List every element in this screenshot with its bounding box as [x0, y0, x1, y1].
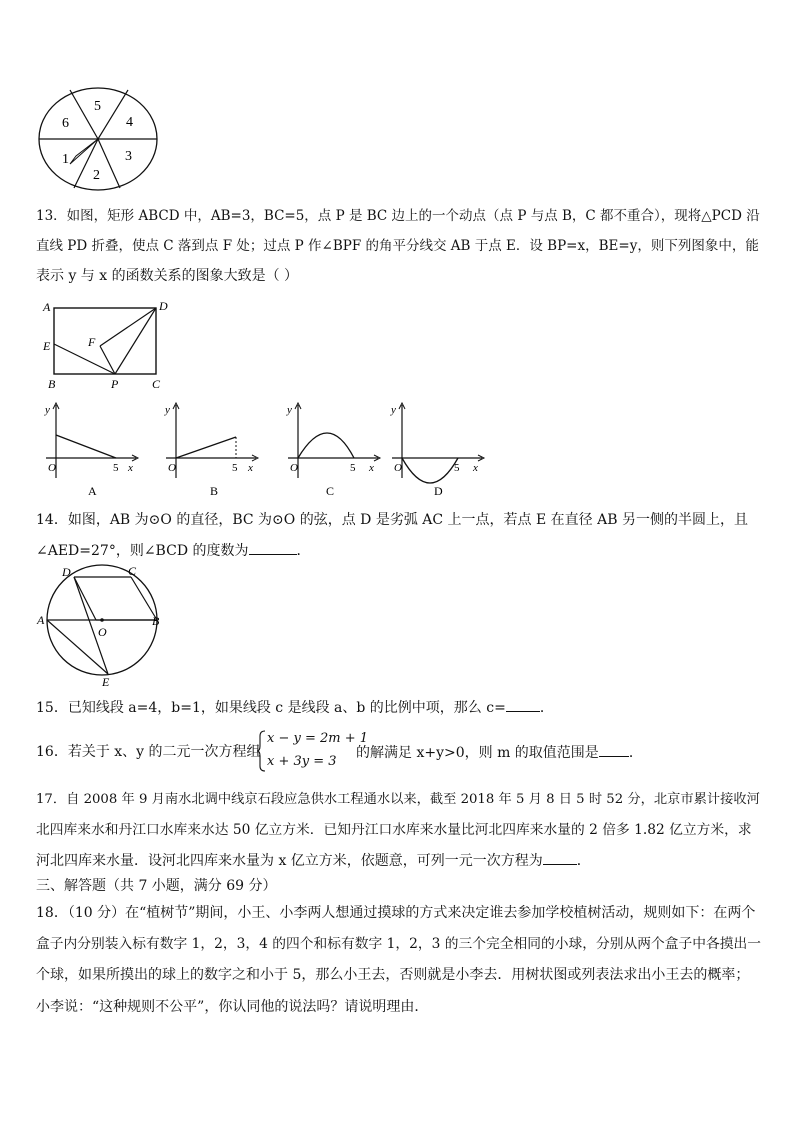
option-d-label: D [434, 484, 443, 498]
q13-option-graphs [36, 400, 496, 500]
option-c-label: C [326, 484, 335, 498]
svg-text:5: 5 [113, 462, 119, 474]
svg-text:y: y [391, 404, 396, 416]
spinner-figure [36, 86, 160, 192]
spinner-num-1: 1 [62, 152, 69, 167]
svg-text:y: y [45, 404, 50, 416]
q18-line3: 个球，如果所摸出的球上的数字之和小于 5，那么小王去，否则就是小李去．用树状图或列表法求出小王去的概率； [36, 967, 750, 983]
q16-suffix: 的解满足 x+y>0，则 m 的取值范围是 ． [356, 742, 643, 763]
svg-text:5: 5 [350, 462, 356, 474]
q14-line2: ∠AED=27°，则∠BCD 的度数为 ． [36, 540, 311, 561]
section-heading: 三、解答题（共 7 小题，满分 69 分） [36, 878, 277, 894]
svg-text:x: x [248, 462, 253, 474]
svg-text:5: 5 [454, 462, 460, 474]
q17-line2: 北四库来水和丹江口水库来水达 50 亿立方米．已知丹江口水库来水量比河北四库来水量的 2 倍多 1.82 亿立方米，求 [36, 822, 752, 838]
q14-circle-figure [36, 562, 168, 688]
q14-line1: 14．如图，AB 为⊙O 的直径，BC 为⊙O 的弦，点 D 是劣弧 AC 上一点，若点 E 在直径 AB 另一侧的半圆上，且 [36, 512, 748, 528]
svg-text:x: x [369, 462, 374, 474]
svg-text:O: O [168, 462, 176, 474]
svg-text:E: E [43, 339, 51, 353]
svg-text:y: y [287, 404, 292, 416]
svg-text:y: y [165, 404, 170, 416]
q15-text: 15．已知线段 a=4，b=1，如果线段 c 是线段 a、b 的比例中项，那么 c= ． [36, 697, 554, 718]
svg-text:B: B [152, 614, 160, 628]
svg-text:O: O [394, 462, 402, 474]
svg-text:D: D [62, 565, 71, 579]
option-b-label: B [210, 484, 219, 498]
svg-text:B: B [48, 377, 56, 390]
q13-rectangle-figure [40, 298, 180, 390]
q18-line2: 盒子内分别装入标有数字 1，2，3，4 的四个和标有数字 1，2，3 的三个完全相同的小球，分别从两个盒子中各摸出一 [36, 936, 761, 952]
svg-text:P: P [111, 377, 119, 390]
graph-b [164, 403, 258, 478]
q17-line1: 17．自 2008 年 9 月南水北调中线京石段应急供水工程通水以来，截至 2018 年 5 月 8 日 5 时 52 分，北京市累计接收河 [36, 792, 760, 807]
q13-line1: 13．如图，矩形 ABCD 中，AB=3，BC=5，点 P 是 BC 边上的一个动点（点 P 与点 B，C 都不重合），现将△PCD 沿 [36, 208, 760, 224]
graph-d [390, 403, 484, 483]
svg-text:D: D [159, 299, 168, 313]
option-a-label: A [88, 484, 97, 498]
q17-line3: 河北四库来水量．设河北四库来水量为 x 亿立方米，依题意，可列一元一次方程为 ． [36, 850, 591, 871]
graph-a [44, 403, 138, 478]
graph-c [286, 403, 380, 478]
q16-prefix: 16．若关于 x、y 的二元一次方程组 [36, 744, 261, 760]
q18-line4: 小李说：“这种规则不公平”，你认同他的说法吗？请说明理由． [36, 999, 429, 1015]
q16-eq1: x − y = 2m + 1 [267, 731, 369, 746]
svg-text:C: C [128, 564, 137, 578]
q16-eq2: x + 3y = 3 [267, 754, 337, 769]
svg-text:x: x [128, 462, 133, 474]
spinner-num-6: 6 [62, 116, 69, 131]
svg-text:5: 5 [232, 462, 238, 474]
spinner-num-2: 2 [93, 168, 100, 183]
svg-text:F: F [88, 335, 96, 349]
svg-text:O: O [98, 625, 107, 639]
spinner-num-5: 5 [94, 99, 101, 114]
spinner-num-3: 3 [125, 149, 132, 164]
svg-text:O: O [290, 462, 298, 474]
svg-text:x: x [473, 462, 478, 474]
q18-line1: 18．（10 分）在“植树节”期间，小王、小李两人想通过摸球的方式来决定谁去参加学校植树活动，规则如下：在两个 [36, 905, 756, 921]
svg-text:A: A [37, 613, 45, 627]
svg-text:C: C [152, 377, 161, 390]
q13-line2: 直线 PD 折叠，使点 C 落到点 F 处；过点 P 作∠BPF 的角平分线交 AB 于点 E．设 BP=x，BE=y，则下列图象中，能 [36, 238, 759, 254]
svg-text:E: E [102, 675, 110, 688]
svg-text:O: O [48, 462, 56, 474]
svg-text:A: A [43, 300, 51, 314]
spinner-num-4: 4 [126, 115, 133, 130]
q16-brace [256, 730, 266, 772]
q13-line3: 表示 y 与 x 的函数关系的图象大致是（ ） [36, 268, 299, 284]
